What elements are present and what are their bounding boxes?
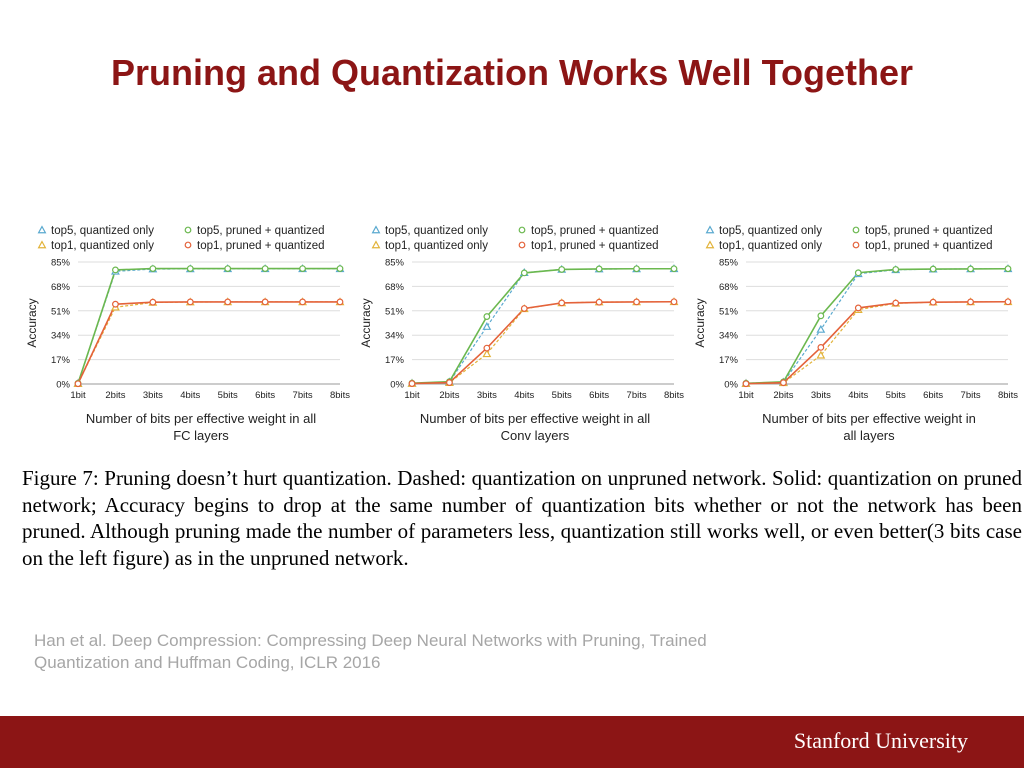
y-axis-label: Accuracy bbox=[359, 298, 373, 348]
data-point-top1-pruned bbox=[225, 299, 231, 305]
data-point-top1-pruned bbox=[596, 299, 602, 305]
legend-marker-top1-pruned bbox=[853, 242, 859, 248]
x-tick-label: 2bits bbox=[105, 390, 126, 401]
data-point-top1-pruned bbox=[634, 299, 640, 305]
chart-fc-layers-svg bbox=[22, 222, 362, 452]
y-axis-label: Accuracy bbox=[693, 298, 707, 348]
y-tick-label: 0% bbox=[390, 379, 404, 391]
x-tick-label: 2bits bbox=[773, 390, 794, 401]
x-tick-label: 3bits bbox=[810, 390, 831, 401]
data-point-top5-pruned bbox=[521, 270, 527, 276]
y-tick-label: 68% bbox=[718, 281, 738, 293]
legend-marker-top1-pruned bbox=[185, 242, 191, 248]
chart-fc-layers bbox=[22, 222, 362, 452]
series-line-top1-pruned bbox=[412, 302, 674, 384]
data-point-top1-pruned bbox=[262, 299, 268, 305]
data-point-top1-pruned bbox=[337, 299, 343, 305]
y-tick-label: 34% bbox=[384, 330, 404, 342]
data-point-top5-pruned bbox=[300, 266, 306, 272]
data-point-top1-pruned bbox=[1005, 299, 1011, 305]
legend-marker-top5-quantized bbox=[39, 227, 46, 233]
x-tick-label: 7bits bbox=[626, 390, 647, 401]
legend-marker-top5-quantized bbox=[707, 227, 714, 233]
data-point-top1-pruned bbox=[743, 381, 749, 387]
x-axis-label-line-2: Conv layers bbox=[500, 428, 570, 443]
legend-marker-top5-pruned bbox=[519, 227, 525, 233]
data-point-top1-pruned bbox=[893, 300, 899, 306]
y-tick-label: 51% bbox=[718, 306, 738, 318]
x-tick-label: 5bits bbox=[217, 390, 238, 401]
data-point-top1-pruned bbox=[930, 299, 936, 305]
x-tick-label: 1bit bbox=[70, 390, 86, 401]
data-point-top1-pruned bbox=[187, 299, 193, 305]
data-point-top1-pruned bbox=[818, 345, 824, 351]
x-tick-label: 8bits bbox=[663, 390, 685, 401]
data-point-top5-pruned bbox=[818, 313, 824, 319]
legend bbox=[39, 225, 325, 252]
series-line-top1-pruned bbox=[78, 302, 340, 384]
data-point-top5-pruned bbox=[559, 267, 565, 273]
data-point-top5-pruned bbox=[968, 266, 974, 272]
data-point-top1-pruned bbox=[300, 299, 306, 305]
x-tick-label: 5bits bbox=[885, 390, 906, 401]
y-tick-label: 68% bbox=[50, 281, 70, 293]
y-tick-label: 51% bbox=[50, 306, 70, 318]
y-tick-label: 17% bbox=[718, 355, 738, 367]
legend-label-top5-quantized: top5, quantized only bbox=[51, 225, 154, 237]
citation-line-1: Han et al. Deep Compression: Compressing Deep Neural Networks with Pruning, Trained bbox=[34, 631, 707, 650]
legend-label-top5-quantized: top5, quantized only bbox=[385, 225, 488, 237]
data-point-top1-pruned bbox=[559, 300, 565, 306]
chart-conv-layers-svg bbox=[356, 222, 696, 452]
legend-marker-top1-quantized bbox=[707, 242, 714, 248]
legend bbox=[373, 225, 659, 252]
x-tick-label: 1bit bbox=[404, 390, 420, 401]
x-tick-label: 7bits bbox=[960, 390, 981, 401]
legend-label-top1-pruned: top1, pruned + quantized bbox=[197, 240, 325, 252]
legend-label-top1-quantized: top1, quantized only bbox=[385, 240, 488, 252]
data-point-top1-pruned bbox=[409, 381, 415, 387]
data-point-top5-pruned bbox=[262, 266, 268, 272]
data-point-top1-pruned bbox=[484, 345, 490, 351]
citation-line-2: Quantization and Huffman Coding, ICLR 2016 bbox=[34, 653, 381, 672]
chart-conv-layers bbox=[356, 222, 696, 452]
y-tick-label: 85% bbox=[384, 257, 404, 269]
footer-bar bbox=[0, 716, 1024, 768]
y-tick-label: 51% bbox=[384, 306, 404, 318]
data-point-top5-pruned bbox=[930, 266, 936, 272]
x-tick-label: 4bits bbox=[180, 390, 201, 401]
x-tick-label: 5bits bbox=[551, 390, 572, 401]
data-point-top1-pruned bbox=[447, 380, 453, 386]
x-tick-label: 7bits bbox=[292, 390, 313, 401]
x-axis-label-line-2: FC layers bbox=[173, 428, 229, 443]
legend-marker-top5-pruned bbox=[185, 227, 191, 233]
stanford-university-wordmark: Stanford University bbox=[793, 728, 968, 753]
x-tick-label: 6bits bbox=[923, 390, 944, 401]
legend-label-top5-pruned: top5, pruned + quantized bbox=[197, 225, 325, 237]
data-point-top5-pruned bbox=[671, 266, 677, 272]
x-axis-label-line-2: all layers bbox=[843, 428, 895, 443]
x-tick-label: 3bits bbox=[476, 390, 497, 401]
x-tick-label: 4bits bbox=[848, 390, 869, 401]
series-line-top5-pruned bbox=[78, 269, 340, 384]
data-point-top1-pruned bbox=[521, 306, 527, 312]
y-tick-label: 17% bbox=[50, 355, 70, 367]
data-point-top1-pruned bbox=[968, 299, 974, 305]
x-tick-label: 6bits bbox=[255, 390, 276, 401]
y-tick-label: 0% bbox=[724, 379, 738, 391]
data-point-top5-pruned bbox=[855, 270, 861, 276]
y-tick-label: 68% bbox=[384, 281, 404, 293]
legend-label-top1-quantized: top1, quantized only bbox=[51, 240, 154, 252]
figure-caption: Figure 7: Pruning doesn’t hurt quantization. Dashed: quantization on unpruned network. Solid: quantization on pruned network; Accuracy begins to drop at the same number of quantization bits whether or not the network has been pruned. Although pruning made the number of parameters less, quantization still works well, or even better(3 bits case on the left figure) as in the unpruned network. bbox=[22, 466, 1022, 570]
series-line-top1-quantized bbox=[746, 302, 1008, 384]
data-point-top1-pruned bbox=[855, 305, 861, 311]
y-tick-label: 85% bbox=[50, 257, 70, 269]
data-point-top5-pruned bbox=[596, 266, 602, 272]
chart-all-layers bbox=[690, 222, 1024, 452]
legend-label-top5-pruned: top5, pruned + quantized bbox=[531, 225, 659, 237]
x-tick-label: 2bits bbox=[439, 390, 460, 401]
legend-marker-top1-quantized bbox=[373, 242, 380, 248]
legend-label-top1-pruned: top1, pruned + quantized bbox=[531, 240, 659, 252]
legend-marker-top1-pruned bbox=[519, 242, 525, 248]
legend-label-top5-pruned: top5, pruned + quantized bbox=[865, 225, 993, 237]
legend-marker-top5-quantized bbox=[373, 227, 380, 233]
x-tick-label: 4bits bbox=[514, 390, 535, 401]
data-point-top5-pruned bbox=[187, 266, 193, 272]
data-point-top1-pruned bbox=[150, 299, 156, 305]
data-point-top5-pruned bbox=[893, 267, 899, 273]
data-point-top1-pruned bbox=[781, 380, 787, 386]
legend bbox=[707, 225, 993, 252]
chart-all-layers-svg bbox=[690, 222, 1024, 452]
data-point-top5-pruned bbox=[225, 266, 231, 272]
x-tick-label: 8bits bbox=[329, 390, 351, 401]
x-tick-label: 1bit bbox=[738, 390, 754, 401]
data-point-top5-pruned bbox=[634, 266, 640, 272]
y-tick-label: 34% bbox=[50, 330, 70, 342]
data-point-top5-pruned bbox=[113, 267, 119, 273]
y-tick-label: 0% bbox=[56, 379, 70, 391]
data-point-top5-pruned bbox=[484, 314, 490, 320]
x-axis-label-line-1: Number of bits per effective weight in bbox=[762, 411, 976, 426]
data-point-top5-pruned bbox=[1005, 266, 1011, 272]
data-point-top5-pruned bbox=[150, 266, 156, 272]
y-tick-label: 34% bbox=[718, 330, 738, 342]
citation bbox=[34, 630, 934, 674]
data-point-top1-pruned bbox=[113, 301, 119, 307]
data-point-top1-pruned bbox=[75, 381, 81, 387]
x-tick-label: 6bits bbox=[589, 390, 610, 401]
series-line-top1-quantized bbox=[412, 302, 674, 384]
y-axis-label: Accuracy bbox=[25, 298, 39, 348]
y-tick-label: 85% bbox=[718, 257, 738, 269]
y-tick-label: 17% bbox=[384, 355, 404, 367]
legend-label-top1-quantized: top1, quantized only bbox=[719, 240, 822, 252]
x-tick-label: 8bits bbox=[997, 390, 1019, 401]
legend-marker-top1-quantized bbox=[39, 242, 46, 248]
x-tick-label: 3bits bbox=[142, 390, 163, 401]
series-line-top1-quantized bbox=[78, 302, 340, 384]
data-point-top1-pruned bbox=[671, 299, 677, 305]
x-axis-label-line-1: Number of bits per effective weight in all bbox=[419, 411, 651, 426]
series-line-top1-pruned bbox=[746, 302, 1008, 384]
legend-label-top5-quantized: top5, quantized only bbox=[719, 225, 822, 237]
slide-title: Pruning and Quantization Works Well Together bbox=[110, 52, 914, 93]
legend-label-top1-pruned: top1, pruned + quantized bbox=[865, 240, 993, 252]
legend-marker-top5-pruned bbox=[853, 227, 859, 233]
x-axis-label-line-1: Number of bits per effective weight in all bbox=[85, 411, 317, 426]
data-point-top5-pruned bbox=[337, 266, 343, 272]
